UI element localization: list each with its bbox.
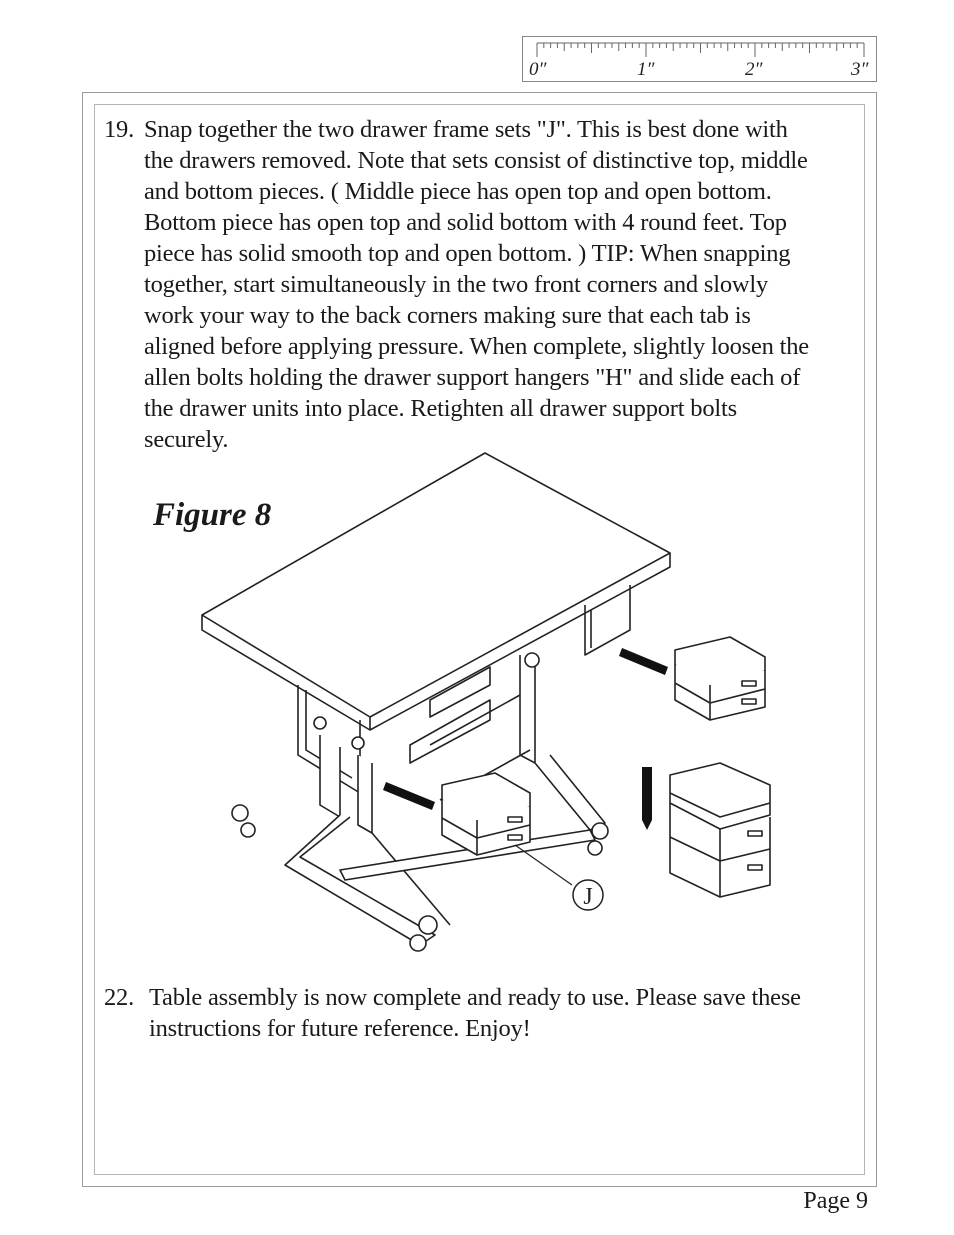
table-assembly-illustration	[190, 445, 790, 965]
callout-label: J	[583, 884, 593, 910]
ruler-label-0: 0″	[529, 59, 547, 80]
step-line: piece has solid smooth top and open bottom. ) TIP: When snapping	[144, 240, 791, 267]
ruler-label-2: 2″	[745, 59, 763, 80]
ruler-label-3: 3″	[851, 59, 869, 80]
drawer-unit-exploded	[670, 763, 770, 897]
step-text	[144, 114, 809, 455]
step-number: 19.	[104, 116, 135, 143]
step-line: allen bolts holding the drawer support hangers "H" and slide each of	[144, 364, 801, 391]
drawer-unit-right	[675, 637, 765, 720]
step-line: and bottom pieces. ( Middle piece has open top and open bottom.	[144, 178, 772, 205]
step-line: Bottom piece has open top and solid bottom with 4 round feet. Top	[144, 209, 787, 236]
step-line: Table assembly is now complete and ready to use. Please save these	[149, 984, 801, 1011]
step-number: 22.	[104, 984, 135, 1011]
step-line: together, start simultaneously in the two front corners and slowly	[144, 271, 769, 298]
step-line: the drawers removed. Note that sets consist of distinctive top, middle	[144, 147, 808, 174]
drawer-unit-j	[442, 773, 530, 855]
page-number: Page 9	[803, 1188, 868, 1214]
step-line: Snap together the two drawer frame sets "J". This is best done with	[144, 116, 788, 143]
step-line: work your way to the back corners making sure that each tab is	[144, 302, 751, 329]
step-line: the drawer units into place. Retighten all drawer support bolts	[144, 395, 737, 422]
ruler-ticks	[523, 37, 878, 83]
ruler-label-1: 1″	[637, 59, 655, 80]
step-text	[149, 982, 801, 1044]
step-line: securely.	[144, 426, 229, 453]
step-line: aligned before applying pressure. When complete, slightly loosen the	[144, 333, 809, 360]
step-line: instructions for future reference. Enjoy!	[149, 1015, 531, 1042]
figure-caption: Figure 8	[153, 497, 272, 533]
measurement-ruler	[522, 36, 877, 82]
